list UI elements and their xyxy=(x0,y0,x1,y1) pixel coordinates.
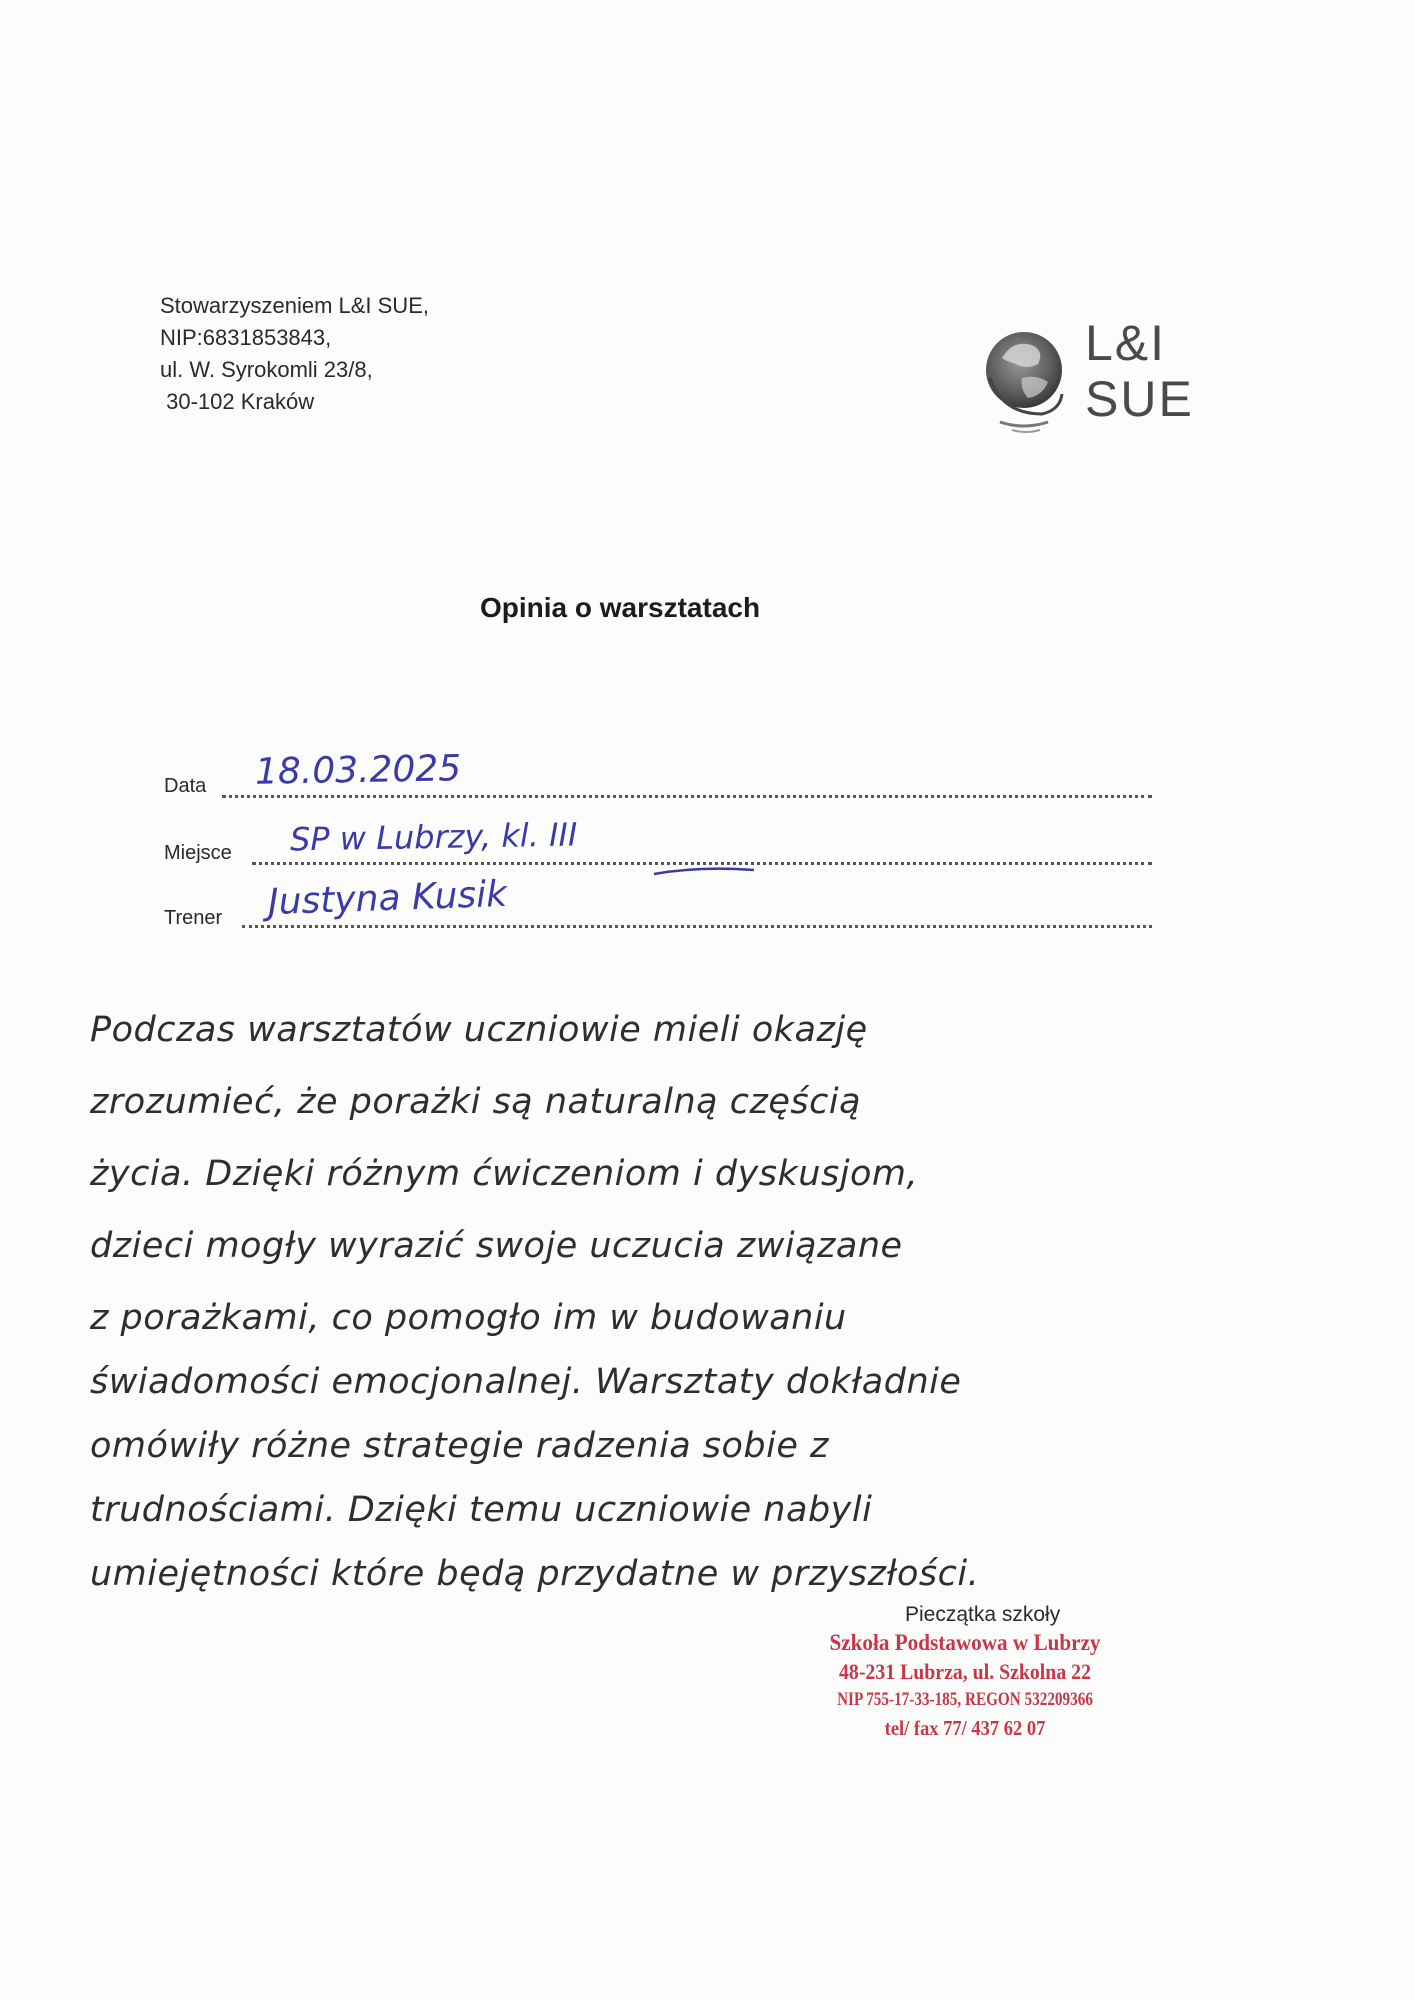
logo-line-2: SUE xyxy=(1085,371,1194,427)
trainer-dotted-line xyxy=(242,925,1152,928)
opinion-line: trudnościami. Dzięki temu uczniowie nabyli xyxy=(90,1490,873,1530)
opinion-line: życia. Dzięki różnym ćwiczeniom i dyskusjom, xyxy=(90,1154,919,1194)
logo-line-1: L&I xyxy=(1085,315,1167,371)
stamp-line: tel/ fax 77/ 437 62 07 xyxy=(884,1716,1046,1740)
sender-line: NIP:6831853843, xyxy=(160,325,332,350)
logo-text xyxy=(1085,315,1194,427)
opinion-line: dzieci mogły wyrazić swoje uczucia związane xyxy=(90,1226,903,1266)
trainer-label: Trener xyxy=(164,907,223,929)
stamp-label: Pieczątka szkoły xyxy=(905,1603,1061,1626)
stamp-line: Szkoła Podstawowa w Lubrzy xyxy=(829,1630,1101,1655)
place-underline-stroke xyxy=(650,860,760,880)
opinion-line: z porażkami, co pomogło im w budowaniu xyxy=(90,1298,847,1338)
trainer-field xyxy=(164,907,222,930)
opinion-line: umiejętności które będą przydatne w przyszłości. xyxy=(90,1554,980,1594)
date-value: 18.03.2025 xyxy=(254,748,462,793)
trainer-value: Justyna Kusik xyxy=(267,873,508,924)
place-label: Miejsce xyxy=(164,842,232,864)
date-dotted-line xyxy=(222,795,1152,798)
sender-line: 30-102 Kraków xyxy=(160,389,315,414)
show-through-title xyxy=(500,505,508,536)
opinion-line: omówiły różne strategie radzenia sobie z xyxy=(90,1426,829,1466)
place-value: SP w Lubrzy, kl. III xyxy=(289,815,578,859)
sender-address xyxy=(160,290,429,418)
school-stamp xyxy=(795,1628,1135,1742)
sender-line: Stowarzyszeniem L&I SUE, xyxy=(160,293,429,318)
stamp-line: 48-231 Lubrza, ul. Szkolna 22 xyxy=(839,1659,1091,1684)
stamp-line: NIP 755-17-33-185, REGON 532209366 xyxy=(837,1689,1093,1710)
sender-line: ul. W. Syrokomli 23/8, xyxy=(160,357,373,382)
date-field xyxy=(164,775,206,798)
page-title: Opinia o warsztatach xyxy=(480,592,761,623)
place-field xyxy=(164,842,232,865)
opinion-line: zrozumieć, że porażki są naturalną częścią xyxy=(90,1082,862,1122)
date-label: Data xyxy=(164,775,207,797)
opinion-line: świadomości emocjonalnej. Warsztaty dokładnie xyxy=(90,1362,962,1402)
opinion-line: Podczas warsztatów uczniowie mieli okazję xyxy=(90,1010,868,1050)
